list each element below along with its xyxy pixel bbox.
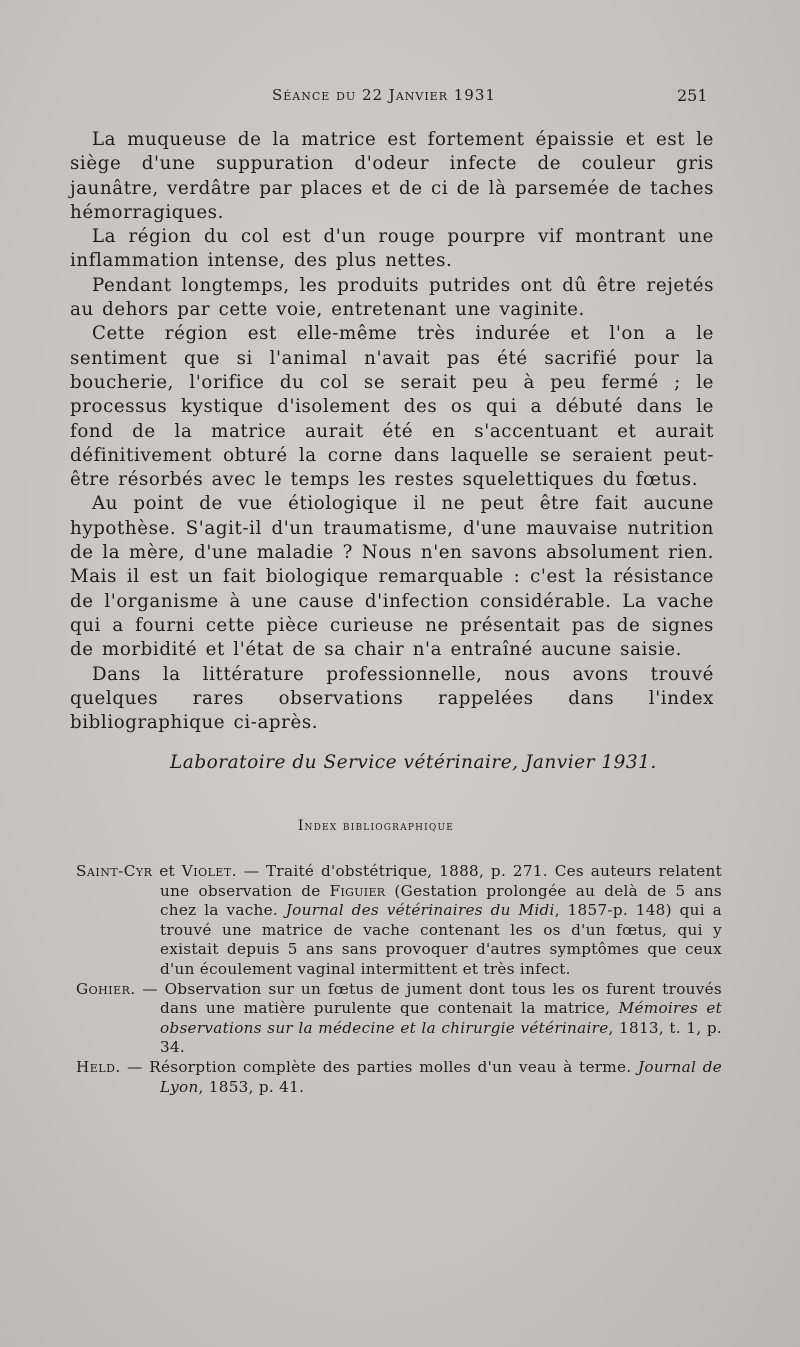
entry-text: . — Observation sur un fœtus de jument dont tous les os furent trouvés dans une matière purulente que contenait la matrice, [130,979,722,1018]
paragraph: La région du col est d'un rouge pourpre vif montrant une inflammation intense, des plus nettes. [70,226,714,272]
entry-author: Saint-Cyr [76,862,153,880]
entry-text: , 1813, t. 1, p. 34. [160,1018,723,1057]
paragraph: Au point de vue étiologique il ne peut être fait aucune hypothèse. S'agit-il d'un traumatisme, d'une mauvaise nutrition de la mère, d'une maladie ? Nous n'en savons absolument rien. Mais il est un fait biologique remarquable : c'est la résistance de l'organisme à une cause d'infection considérable. La vache qui a fourni cette pièce curieuse ne présentait pas de signes de morbidité et l'état de sa chair n'a entraîné aucune saisie. [70,493,714,661]
paragraph: Pendant longtemps, les produits putrides ont dû être rejetés au dehors par cette voie, entretenant une vaginite. [70,274,714,321]
page-header [0,86,800,110]
entry-connector: et [152,862,182,880]
entry-text: (Gestation prolongée au delà de 5 ans chez la vache. [160,881,722,920]
entry-author: Held [76,1057,116,1076]
signature-line: Laboratoire du Service vétérinaire, Janvier 1931. [170,752,657,773]
page-number: 251 [677,86,708,105]
entry-text: . — Résorption complète des parties molles d'un veau à terme. [115,1057,639,1076]
index-title: Index bibliographique [298,818,455,834]
entry-text: . — Traité d'obstétrique, 1888, p. 271. Ces auteurs relatent une observation de [160,862,722,900]
entry-journal: Journal des vétérinaires du Midi [285,901,555,920]
entry-cited-name: Figuier [329,881,386,900]
entry-text: , 1853, p. 41. [198,1077,305,1096]
running-head: Séance du 22 Janvier 1931 [272,86,496,104]
entry-journal: Mémoires et observations sur la médecine et la chirurgie vétérinaire [160,999,723,1037]
bibliography-entry [76,862,722,980]
body-text [70,128,714,735]
paragraph: La muqueuse de la matrice est fortement épaissie et est le siège d'une suppuration d'odeur infecte de couleur gris jaunâtre, verdâtre par places et de ci de là parsemée de taches hémorragiques. [70,129,714,223]
entry-author-2: Violet [181,862,232,880]
bibliography [76,862,722,1097]
bibliography-entry [76,980,722,1058]
entry-journal: Journal de Lyon [160,1057,723,1096]
paragraph: Dans la littérature professionnelle, nous avons trouvé quelques rares observations rappelées dans l'index bibliographique ci-après. [70,663,714,734]
entry-author: Gohier [76,979,131,998]
paragraph: Cette région est elle-même très indurée et l'on a le sentiment que si l'animal n'avait pas été sacrifié pour la boucherie, l'orifice du col se serait peu à peu fermé ; le processus kystique d'isolement des os qui a débuté dans le fond de la matrice aurait été en s'accentuant et aurait définitivement obturé la corne dans laquelle se seraient peut-être résorbés avec le temps les restes squelettiques du fœtus. [70,323,714,491]
entry-text: , 1857-p. 148) qui a trouvé une matrice de vache contenant les os d'un fœtus, qui y existait depuis 5 ans sans provoquer d'autres symptômes que ceux d'un écoulement vaginal intermittent et très infect. [160,901,722,978]
bibliography-entry [76,1058,722,1097]
